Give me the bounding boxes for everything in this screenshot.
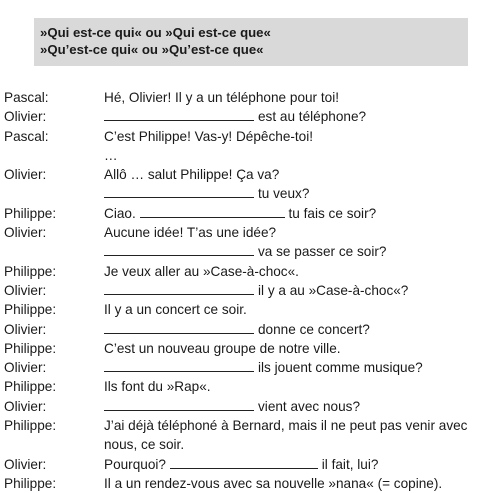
line-text: donne ce concert? xyxy=(258,321,370,337)
speaker-label: Philippe: xyxy=(4,475,57,491)
answer-blank[interactable] xyxy=(104,281,254,295)
speaker-label: Philippe: xyxy=(4,379,57,395)
line-text: Ils font du »Rap«. xyxy=(104,379,211,395)
dialog-row xyxy=(0,320,480,339)
speaker-label: Olivier: xyxy=(4,360,47,376)
speaker-label: Olivier: xyxy=(4,109,47,125)
speaker-label: Philippe: xyxy=(4,205,57,221)
dialog-row xyxy=(0,281,480,300)
dialog-row xyxy=(0,358,480,377)
line-text: il y a au »Case-à-choc«? xyxy=(258,282,409,298)
dialog-line xyxy=(104,339,341,358)
dialog-line xyxy=(104,377,211,396)
dialog-row xyxy=(0,397,480,416)
dialog-row xyxy=(0,377,480,396)
line-text: C’est un nouveau groupe de notre ville. xyxy=(104,340,341,356)
line-text: Allô … salut Philippe! Ça va? xyxy=(104,167,280,183)
line-text: Aucune idée! T’as une idée? xyxy=(104,225,277,241)
dialog-row xyxy=(0,474,480,493)
dialog-line xyxy=(104,223,276,242)
dialog-line xyxy=(104,262,299,281)
speaker-label: Olivier: xyxy=(4,321,47,337)
dialog-row xyxy=(0,435,480,454)
line-text: Ciao. xyxy=(104,205,136,221)
dialog-row xyxy=(0,146,480,165)
dialog-row xyxy=(0,455,480,474)
line-text: Hé, Olivier! Il y a un téléphone pour toi! xyxy=(104,90,339,105)
dialog-line xyxy=(104,474,442,493)
speaker-label: Pascal: xyxy=(4,90,49,105)
title-line-1: »Qui est-ce qui« ou »Qui est-ce que« xyxy=(40,25,271,40)
line-text: … xyxy=(104,147,118,163)
dialog-row xyxy=(0,127,480,146)
dialog-line xyxy=(104,397,360,416)
dialog-line xyxy=(104,300,247,319)
dialog-line xyxy=(104,204,376,223)
exercise-title-box xyxy=(34,18,468,66)
speaker-label: Philippe: xyxy=(4,418,57,434)
speaker-label: Olivier: xyxy=(4,282,47,298)
line-text: vient avec nous? xyxy=(258,398,361,414)
dialog-row xyxy=(0,416,480,435)
speaker-label: Pascal: xyxy=(4,128,49,144)
dialog-row xyxy=(0,223,480,242)
answer-blank[interactable] xyxy=(104,358,254,372)
dialog-line xyxy=(104,320,370,339)
line-text: il fait, lui? xyxy=(321,456,379,472)
speaker-label: Olivier: xyxy=(4,167,47,183)
speaker-label: Philippe: xyxy=(4,263,57,279)
dialog-line xyxy=(104,455,378,474)
dialog-line xyxy=(104,358,423,377)
dialog-row xyxy=(0,262,480,281)
answer-blank[interactable] xyxy=(104,397,254,411)
speaker-label: Olivier: xyxy=(4,456,47,472)
dialog-row xyxy=(0,184,480,203)
dialog-line xyxy=(104,127,313,146)
dialog-line xyxy=(104,184,309,203)
line-text: ils jouent comme musique? xyxy=(258,360,423,376)
title-line-2: »Qu’est-ce qui« ou »Qu’est-ce que« xyxy=(40,42,264,57)
speaker-label: Olivier: xyxy=(4,225,47,241)
answer-blank[interactable] xyxy=(104,242,254,256)
answer-blank[interactable] xyxy=(104,320,254,334)
dialog-line xyxy=(104,416,467,435)
line-text: nous, ce soir. xyxy=(104,437,185,453)
dialog-line xyxy=(104,242,386,261)
dialog-row xyxy=(0,107,480,126)
dialog-row xyxy=(0,300,480,319)
line-text: Il a un rendez-vous avec sa nouvelle »nana« (= copine). xyxy=(104,475,443,491)
dialog-line xyxy=(104,146,118,165)
answer-blank[interactable] xyxy=(104,107,254,121)
line-text: Je veux aller au »Case-à-choc«. xyxy=(104,263,299,279)
line-text: Il y a un concert ce soir. xyxy=(104,302,247,318)
dialog-line xyxy=(104,281,408,300)
dialog-line xyxy=(104,107,366,126)
dialog-row xyxy=(0,204,480,223)
dialog-line xyxy=(104,88,339,107)
dialog-row xyxy=(0,165,480,184)
dialog-line xyxy=(104,435,184,454)
line-text: J’ai déjà téléphoné à Bernard, mais il ne peut pas venir avec xyxy=(104,418,468,434)
dialog-row xyxy=(0,242,480,261)
answer-blank[interactable] xyxy=(170,455,318,469)
dialog-line xyxy=(104,165,279,184)
line-text: C’est Philippe! Vas-y! Dépêche-toi! xyxy=(104,128,314,144)
line-text: va se passer ce soir? xyxy=(258,244,387,260)
line-text: tu veux? xyxy=(258,186,310,202)
line-text: est au téléphone? xyxy=(258,109,367,125)
answer-blank[interactable] xyxy=(104,184,254,198)
dialog-row xyxy=(0,339,480,358)
speaker-label: Olivier: xyxy=(4,398,47,414)
dialog-row xyxy=(0,88,480,107)
line-text: Pourquoi? xyxy=(104,456,166,472)
speaker-label: Philippe: xyxy=(4,340,57,356)
dialog xyxy=(0,88,480,493)
line-text: tu fais ce soir? xyxy=(288,205,377,221)
speaker-label: Philippe: xyxy=(4,302,57,318)
answer-blank[interactable] xyxy=(140,204,285,218)
